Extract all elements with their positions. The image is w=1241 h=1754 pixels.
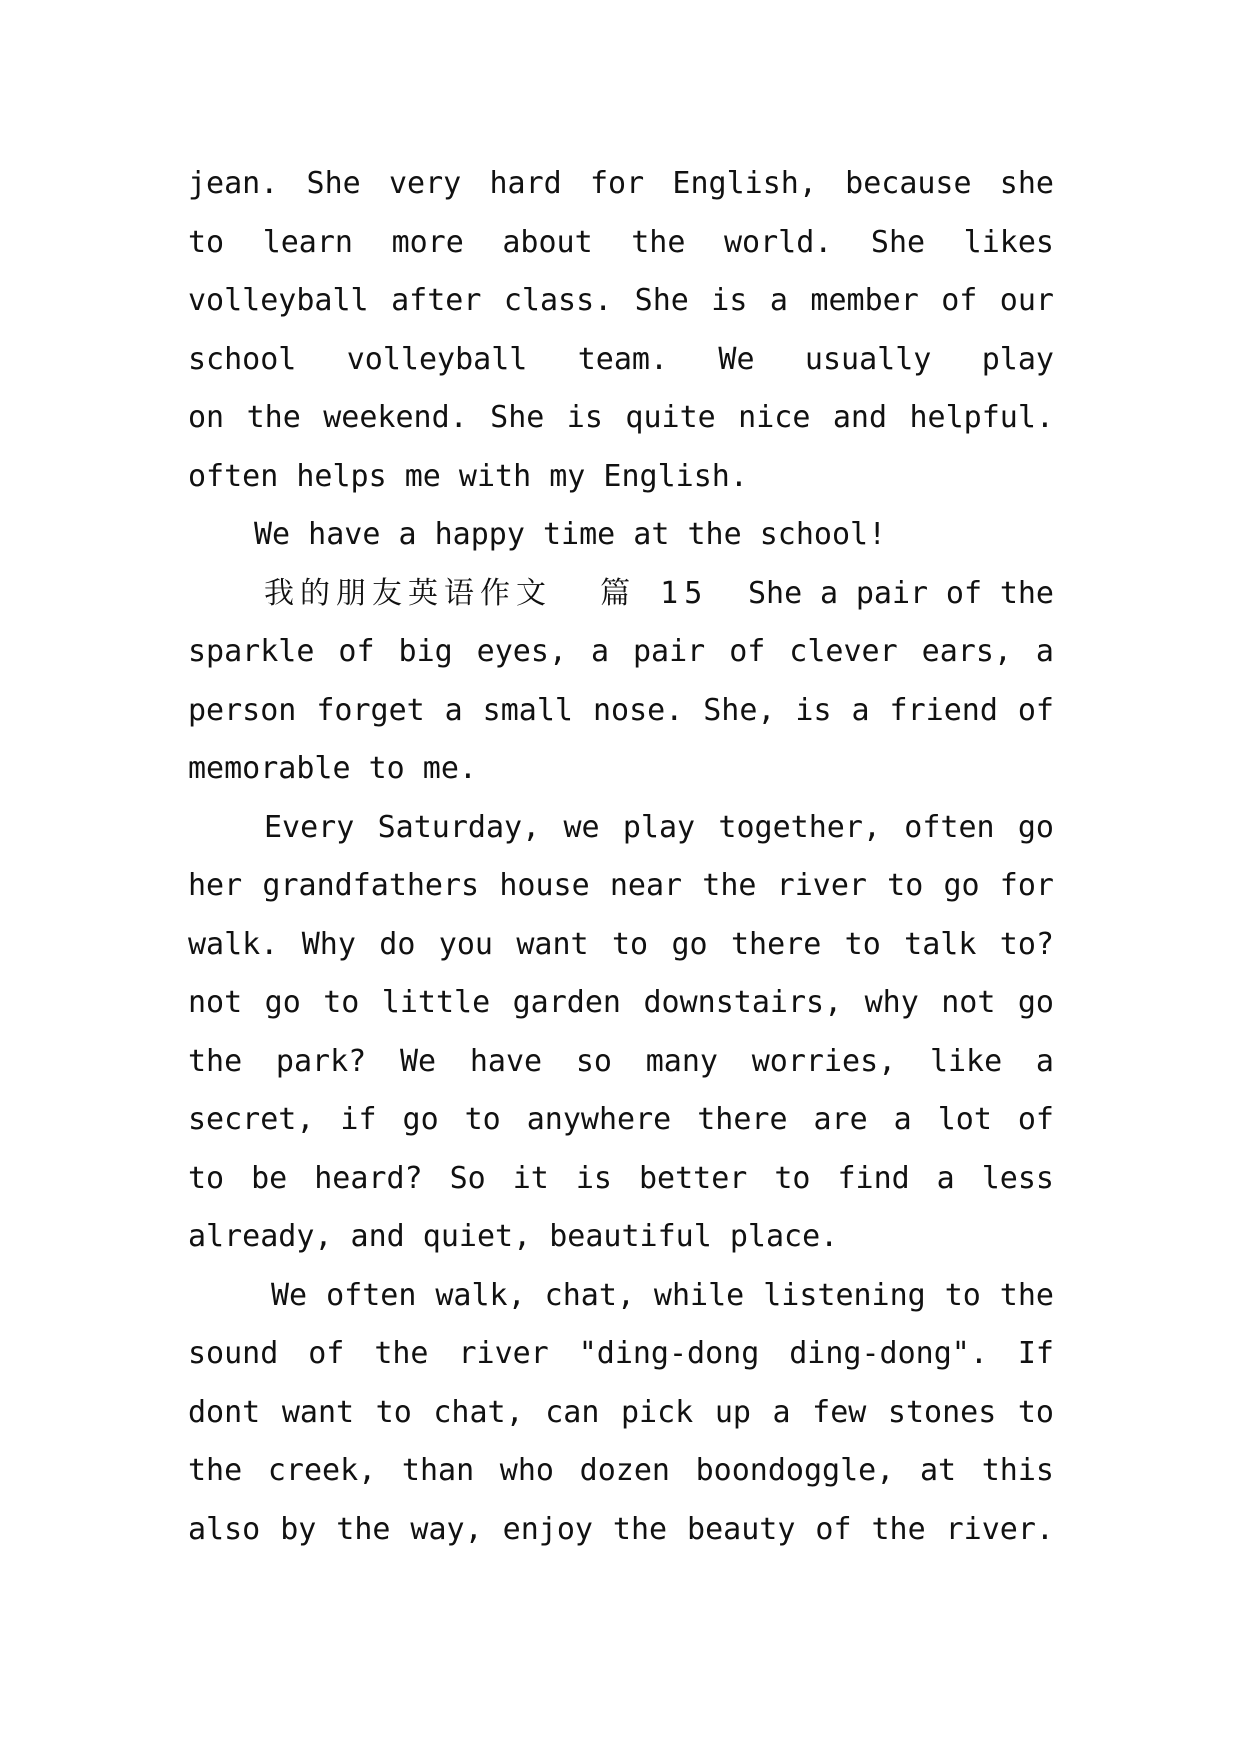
paragraph-line: Every Saturday, we play together, often go	[264, 809, 1054, 845]
paragraph-line: We often walk, chat, while listening to the	[271, 1277, 1054, 1313]
text-line: dont want to chat, can pick up a few stones to	[188, 1394, 1054, 1430]
continuation-word: pair	[855, 575, 929, 611]
continuation-word: of	[945, 575, 983, 611]
text-line: already, and quiet, beautiful place.	[188, 1219, 839, 1254]
text-line: on the weekend. She is quite nice and helpful.	[188, 400, 1054, 435]
text-line: sound of the river "ding-dong ding-dong". If	[188, 1336, 1054, 1371]
essay-title-text: 我的朋友英语作文	[264, 575, 552, 611]
text-line: walk. Why do you want to go there to talk to?	[188, 926, 1054, 962]
text-line: person forget a small nose. She, is a friend of	[188, 692, 1054, 728]
text-line: her grandfathers house near the river to go for	[188, 868, 1054, 903]
text-line: to learn more about the world. She likes	[188, 224, 1054, 260]
text-line: school volleyball team. We usually play	[188, 341, 1054, 377]
text-line: sparkle of big eyes, a pair of clever ears, a	[188, 634, 1054, 669]
essay-number: 篇 15	[600, 575, 709, 611]
continuation-word: the	[999, 575, 1054, 611]
text-line: also by the way, enjoy the beauty of the river.	[188, 1511, 1054, 1547]
paragraph-line: We have a happy time at the school!	[254, 517, 887, 552]
continuation-word: a	[819, 575, 839, 611]
heading-continuation	[748, 565, 1054, 624]
text-line: not go to little garden downstairs, why not go	[188, 985, 1054, 1020]
essay-title	[264, 565, 708, 624]
document-body	[188, 155, 1054, 1559]
text-line: the park? We have so many worries, like a	[188, 1043, 1054, 1079]
text-line: to be heard? So it is better to find a less	[188, 1160, 1054, 1196]
text-line: volleyball after class. She is a member of our	[188, 283, 1054, 318]
text-line: often helps me with my English.	[188, 458, 748, 494]
text-line: the creek, than who dozen boondoggle, at this	[188, 1453, 1054, 1488]
text-line: secret, if go to anywhere there are a lot of	[188, 1102, 1054, 1137]
continuation-word: She	[748, 575, 803, 611]
essay-heading-line	[188, 565, 1054, 624]
text-line: memorable to me.	[188, 751, 477, 786]
text-line: jean. She very hard for English, because she	[188, 166, 1054, 201]
